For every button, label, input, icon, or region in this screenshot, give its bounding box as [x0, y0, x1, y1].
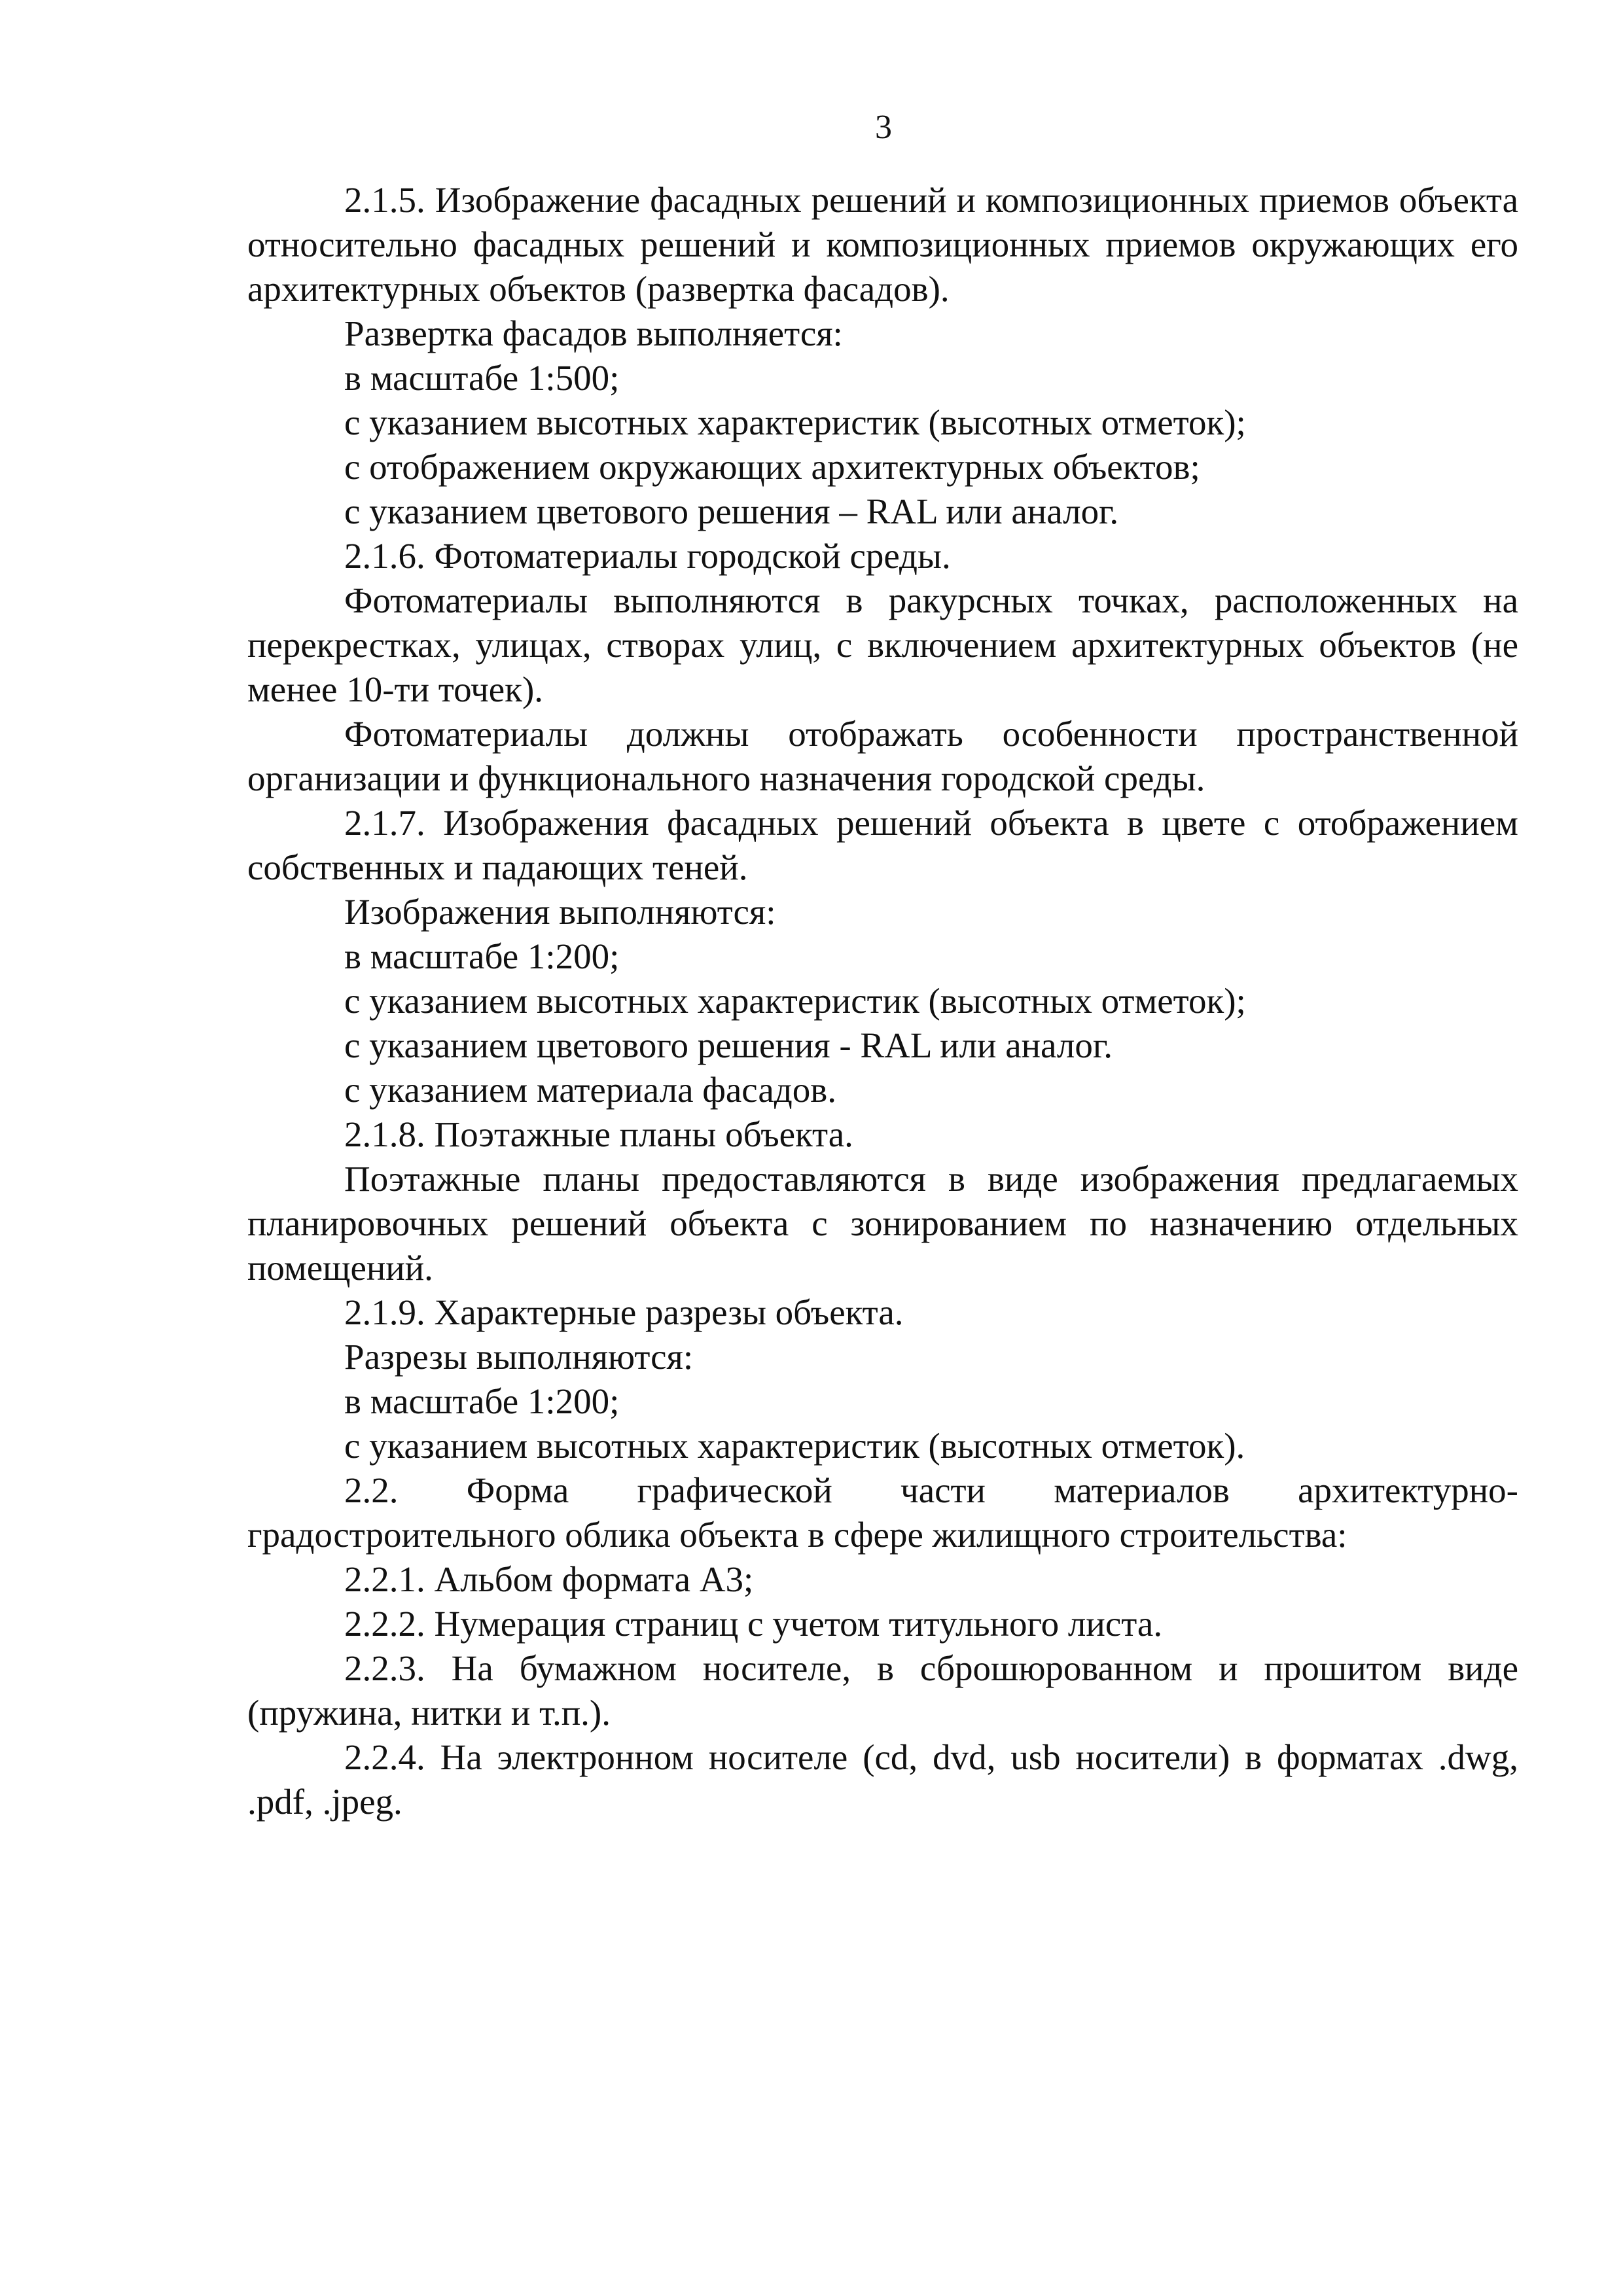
paragraph-facades-intro: Развертка фасадов выполняется:	[344, 313, 843, 353]
document-body	[247, 178, 1518, 1824]
paragraph-2-1-8: 2.1.8. Поэтажные планы объекта.	[344, 1114, 853, 1154]
list-item-heights: с указанием высотных характеристик (высотных отметок);	[344, 981, 1246, 1021]
list-item-heights: с указанием высотных характеристик (высотных отметок).	[344, 1426, 1245, 1466]
paragraph-2-2-2: 2.2.2. Нумерация страниц с учетом титульного листа.	[344, 1604, 1163, 1644]
paragraph-2-1-7: 2.1.7. Изображения фасадных решений объекта в цвете с отображением собственных и падающих теней.	[247, 803, 1518, 887]
page-number: 3	[875, 109, 892, 146]
paragraph-floor-plans: Поэтажные планы предоставляются в виде изображения предлагаемых планировочных решений объекта с зонированием по назначению отдельных помещений.	[247, 1159, 1518, 1288]
list-item-material: с указанием материала фасадов.	[344, 1070, 836, 1110]
paragraph-images-intro: Изображения выполняются:	[344, 892, 776, 932]
paragraph-2-1-9: 2.1.9. Характерные разрезы объекта.	[344, 1292, 904, 1332]
list-item-color: с указанием цветового решения – RAL или аналог.	[344, 491, 1119, 531]
list-item-scale: в масштабе 1:200;	[344, 1381, 620, 1421]
paragraph-2-2-4: 2.2.4. На электронном носителе (cd, dvd, usb носители) в форматах .dwg, .pdf, .jpeg.	[247, 1737, 1518, 1822]
list-item-scale: в масштабе 1:200;	[344, 936, 620, 976]
paragraph-2-2-3: 2.2.3. На бумажном носителе, в сброшюрованном и прошитом виде (пружина, нитки и т.п.).	[247, 1648, 1518, 1733]
paragraph-sections-intro: Разрезы выполняются:	[344, 1337, 694, 1377]
list-item-scale: в масштабе 1:500;	[344, 358, 620, 398]
list-item-heights: с указанием высотных характеристик (высотных отметок);	[344, 402, 1246, 442]
paragraph-photo-points: Фотоматериалы выполняются в ракурсных точках, расположенных на перекрестках, улицах, створах улиц, с включением архитектурных объектов (не менее 10-ти точек).	[247, 580, 1518, 709]
list-item-surroundings: с отображением окружающих архитектурных объектов;	[344, 447, 1200, 487]
paragraph-photo-content: Фотоматериалы должны отображать особенности пространственной организации и функционального назначения городской среды.	[247, 714, 1518, 798]
paragraph-2-1-6: 2.1.6. Фотоматериалы городской среды.	[344, 536, 951, 576]
list-item-color: с указанием цветового решения - RAL или аналог.	[344, 1025, 1113, 1065]
paragraph-2-1-5: 2.1.5. Изображение фасадных решений и композиционных приемов объекта относительно фасадных решений и композиционных приемов окружающих его архитектурных объектов (развертка фасадов).	[247, 180, 1518, 309]
paragraph-2-2-1: 2.2.1. Альбом формата А3;	[344, 1559, 754, 1599]
paragraph-2-2: 2.2. Форма графической части материалов архитектурно-градостроительного облика объекта в сфере жилищного строительства:	[247, 1470, 1518, 1555]
